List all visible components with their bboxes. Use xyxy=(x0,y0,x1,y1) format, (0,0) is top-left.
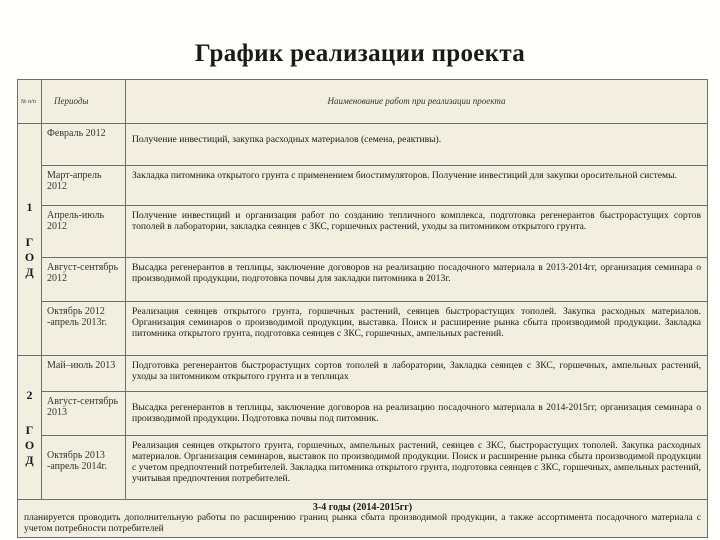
table-row xyxy=(18,302,708,356)
work-cell: Реализация сеянцев открытого грунта, горшечных растений, сеянцев быстрорастущих тополей. Закупка расходных материалов. Организация семинаров о производимой продукции, выставка. Поиск и расширение рынка сбыта производимой продукции. Закладка питомника открытого грунта, подготовка сеянцев с ЗКС, горшечных, ампельных растений. xyxy=(126,302,708,356)
period-cell: Апрель-июль 2012 xyxy=(42,206,126,258)
period-cell: Февраль 2012 xyxy=(42,124,126,166)
footer-row xyxy=(18,500,708,538)
table-row xyxy=(18,124,708,166)
table-row xyxy=(18,258,708,302)
period-cell: Август-сентябрь 2012 xyxy=(42,258,126,302)
period-cell: Октябрь 2012 -апрель 2013г. xyxy=(42,302,126,356)
work-cell: Подготовка регенерантов быстрорастущих сортов тополей в лаборатории, Закладка сеянцев с ЗКС, горшечных, ампельных растений, уходы за питомником открытого грунта и в теплицах xyxy=(126,356,708,392)
period-cell: Март-апрель 2012 xyxy=(42,166,126,206)
year-letter: Д xyxy=(25,452,34,467)
table-row xyxy=(18,356,708,392)
year-number: 1 xyxy=(26,199,33,214)
year-number: 2 xyxy=(26,387,33,402)
footer-heading: 3-4 годы (2014-2015гг) xyxy=(312,502,413,513)
footer-cell xyxy=(18,500,708,538)
work-cell: Высадка регенерантов в теплицы, заключение договоров на реализацию посадочного материала в 2014-2015гг, организация семинара о производимой продукции. Подготовка почвы под питомник. xyxy=(126,392,708,436)
year-letter: Г xyxy=(25,234,34,249)
year-letter: Г xyxy=(25,422,34,437)
page-title: График реализации проекта xyxy=(194,40,526,67)
year-1-label xyxy=(18,124,42,356)
schedule-table xyxy=(17,79,708,538)
work-cell: Высадка регенерантов в теплицы, заключение договоров на реализацию посадочного материала в 2013-2014гг, организация семинара о производимой продукции, подготовка почвы для закладки питомника в 2013г. xyxy=(126,258,708,302)
work-cell: Реализация сеянцев открытого грунта, горшечных, ампельных растений, сеянцев с ЗКС, быстрорастущих тополей. Закупка расходных материалов. Организация семинаров, выставок по производимой продукции. Поиск и расширение рынка сбыта производимой продукции с учетом предпочтений потребителей. Закладка питомника открытого грунта, подготовка сеянцев с ЗКС, горшечных, ампельных растений, учитывая предпочтения потребителей. xyxy=(126,436,708,500)
work-cell: Получение инвестиций и организация работ по созданию тепличного комплекса, подготовка регенерантов быстрорастущих сортов тополей в лаборатории, закладка сеянцев с ЗКС, горшечных растений, уходы за питомником открытого грунта. xyxy=(126,206,708,258)
header-num: № п/п xyxy=(18,80,42,124)
footer-text: планируется проводить дополнительную работы по расширению границ рынка сбыта производимой продукции, а также ассортимента посадочного материала с учетом потребности потребителей xyxy=(24,513,701,534)
period-cell: Май–июль 2013 xyxy=(42,356,126,392)
header-periods: Периоды xyxy=(42,80,126,124)
work-cell: Получение инвестиций, закупка расходных материалов (семена, реактивы). xyxy=(126,124,708,166)
header-works: Наименование работ при реализации проекта xyxy=(126,80,708,124)
table-row xyxy=(18,436,708,500)
period-cell: Октябрь 2013 -апрель 2014г. xyxy=(42,436,126,500)
table-row xyxy=(18,206,708,258)
table-header-row xyxy=(18,80,708,124)
year-letter: О xyxy=(24,249,35,264)
period-cell: Август-сентябрь 2013 xyxy=(42,392,126,436)
year-letter: Д xyxy=(25,264,34,279)
year-2-label xyxy=(18,356,42,500)
table-row xyxy=(18,166,708,206)
year-letter: О xyxy=(24,437,35,452)
table-row xyxy=(18,392,708,436)
work-cell: Закладка питомника открытого грунта с применением биостимуляторов. Получение инвестиций для закупки оросительной системы. xyxy=(126,166,708,206)
